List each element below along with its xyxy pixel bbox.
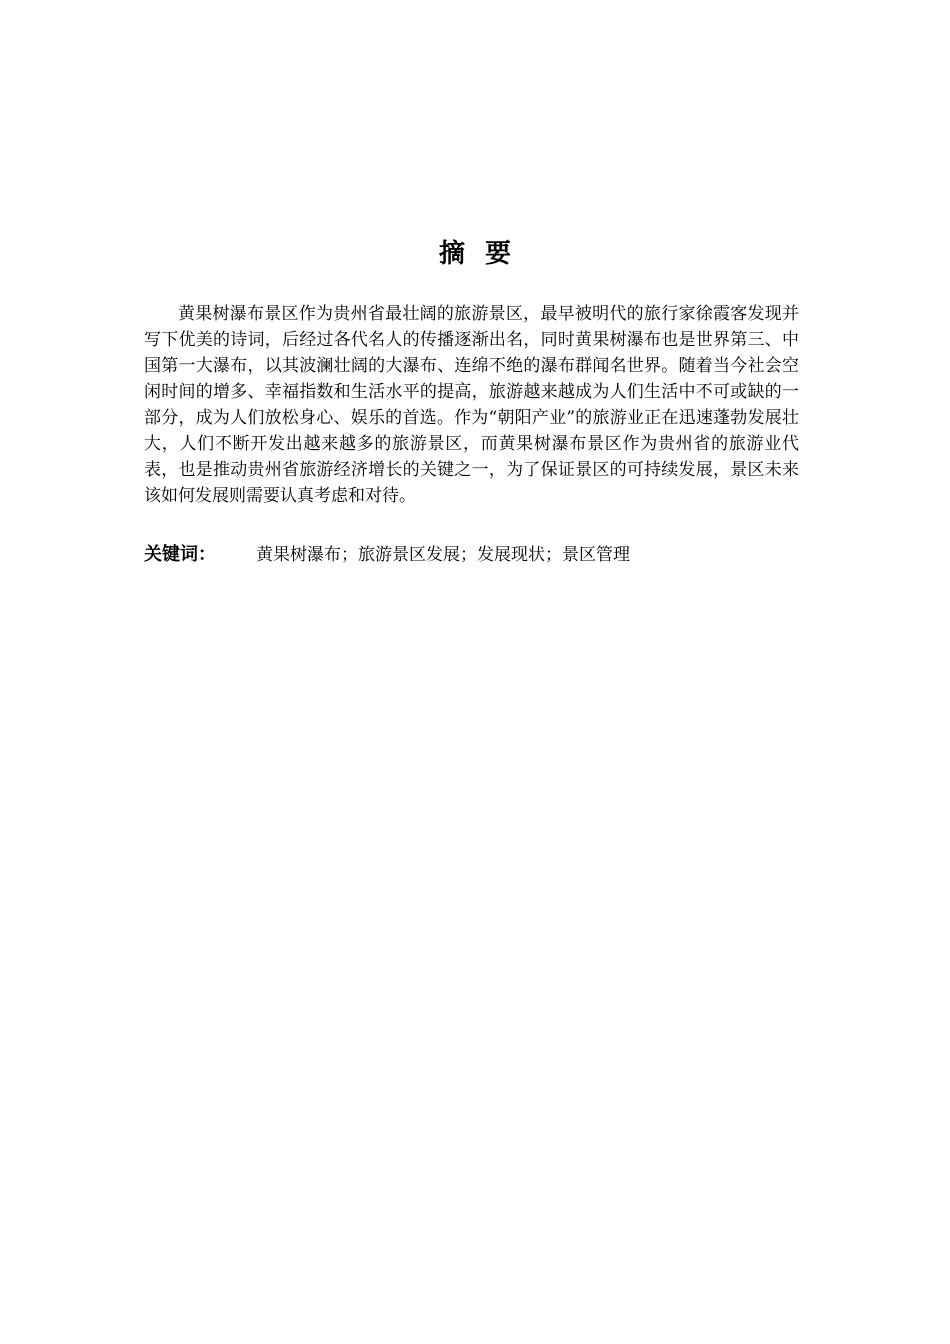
- keywords-label: 关键词：: [144, 544, 216, 565]
- keywords-line: [144, 541, 804, 570]
- abstract-body: 黄果树瀑布景区作为贵州省最壮阔的旅游景区，最早被明代的旅行家徐霞客发现并写下优美的诗词，后经过各代名人的传播逐渐出名，同时黄果树瀑布也是世界第三、中国第一大瀑布，以其波澜壮阔的大瀑布、连绵不绝的瀑布群闻名世界。随着当今社会空闲时间的增多、幸福指数和生活水平的提高，旅游越来越成为人们生活中不可或缺的一部分，成为人们放松身心、娱乐的首选。作为“朝阳产业”的旅游业正在迅速蓬勃发展壮大，人们不断开发出越来越多的旅游景区，而黄果树瀑布景区作为贵州省的旅游业代表，也是推动贵州省旅游经济增长的关键之一，为了保证景区的可持续发展，景区未来该如何发展则需要认真考虑和对待。: [144, 304, 799, 506]
- keywords-text: 黄果树瀑布；旅游景区发展；发展现状；景区管理: [256, 545, 630, 565]
- abstract-title: 摘要: [438, 239, 531, 269]
